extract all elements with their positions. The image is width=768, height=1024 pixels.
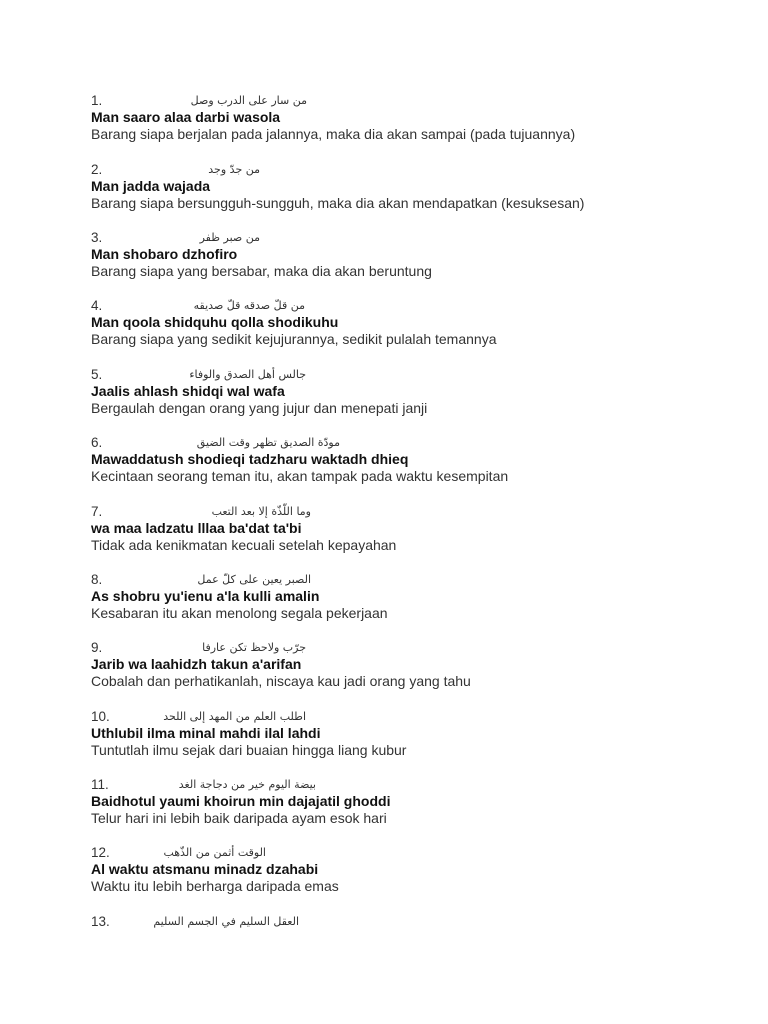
arabic-text: الوقت أثمن من الذّهب (163, 846, 266, 859)
proverb-entry-11 (91, 776, 711, 827)
transliteration: Baidhotul yaumi khoirun min dajajatil ghoddi (91, 793, 391, 809)
meaning: Barang siapa bersungguh-sungguh, maka dia akan mendapatkan (kesuksesan) (91, 195, 585, 211)
proverb-entry-4 (91, 297, 711, 348)
entry-number: 3. (91, 230, 103, 245)
transliteration: Mawaddatush shodieqi tadzharu waktadh dhieq (91, 451, 409, 467)
meaning: Tidak ada kenikmatan kecuali setelah kepayahan (91, 537, 397, 553)
entry-number: 12. (91, 845, 110, 860)
arabic-text: اطلب العلم من المهد إلى اللحد (163, 710, 306, 723)
entry-number: 4. (91, 298, 103, 313)
meaning: Barang siapa yang bersabar, maka dia akan beruntung (91, 263, 432, 279)
proverb-entry-12 (91, 844, 711, 895)
entry-number: 7. (91, 504, 103, 519)
meaning: Telur hari ini lebih baik daripada ayam esok hari (91, 810, 387, 826)
proverb-entry-1 (91, 92, 711, 143)
entry-number: 13. (91, 914, 110, 929)
transliteration: Al waktu atsmanu minadz dzahabi (91, 861, 319, 877)
proverb-entry-8 (91, 571, 711, 622)
entry-number: 9. (91, 640, 103, 655)
meaning: Waktu itu lebih berharga daripada emas (91, 878, 339, 894)
arabic-text: جرّب ولاحظ تكن عارفا (202, 641, 306, 654)
meaning: Barang siapa berjalan pada jalannya, maka dia akan sampai (pada tujuannya) (91, 126, 576, 142)
meaning: Barang siapa yang sedikit kejujurannya, sedikit pulalah temannya (91, 331, 497, 347)
arabic-text: من صبر ظفر (199, 231, 260, 244)
proverb-entry-7 (91, 503, 711, 554)
meaning: Bergaulah dengan orang yang jujur dan menepati janji (91, 400, 428, 416)
meaning: Kecintaan seorang teman itu, akan tampak pada waktu kesempitan (91, 468, 509, 484)
proverb-entry-5 (91, 366, 711, 417)
proverb-entry-2 (91, 161, 711, 212)
arabic-text: العقل السليم في الجسم السليم (153, 915, 299, 928)
arabic-text: من سار على الدرب وصل (190, 94, 307, 107)
proverb-entry-13 (91, 913, 711, 930)
arabic-text: بيضة اليوم خير من دجاجة الغد (178, 778, 316, 791)
entry-number: 6. (91, 435, 103, 450)
meaning: Kesabaran itu akan menolong segala pekerjaan (91, 605, 388, 621)
transliteration: Man saaro alaa darbi wasola (91, 109, 281, 125)
meaning: Cobalah dan perhatikanlah, niscaya kau jadi orang yang tahu (91, 673, 471, 689)
arabic-text: وما اللّذّة إلا بعد التعب (211, 505, 311, 518)
arabic-text: من جدّ وجد (208, 163, 260, 176)
proverb-entry-6 (91, 434, 711, 485)
entry-number: 5. (91, 367, 103, 382)
proverb-entry-10 (91, 708, 711, 759)
proverb-entry-3 (91, 229, 711, 280)
transliteration: As shobru yu'ienu a'la kulli amalin (91, 588, 320, 604)
transliteration: wa maa ladzatu lllaa ba'dat ta'bi (91, 520, 302, 536)
proverb-entry-9 (91, 639, 711, 690)
meaning: Tuntutlah ilmu sejak dari buaian hingga liang kubur (91, 742, 407, 758)
transliteration: Man shobaro dzhofiro (91, 246, 238, 262)
entry-number: 11. (91, 777, 109, 792)
arabic-text: مودّة الصديق تظهر وقت الضيق (196, 436, 340, 449)
arabic-text: جالس أهل الصدق والوفاء (189, 368, 306, 381)
transliteration: Man jadda wajada (91, 178, 211, 194)
arabic-text: الصبر يعين على كلّ عمل (197, 573, 311, 586)
arabic-text: من قلّ صدقه قلّ صديقه (193, 299, 305, 312)
transliteration: Man qoola shidquhu qolla shodikuhu (91, 314, 339, 330)
transliteration: Uthlubil ilma minal mahdi ilal lahdi (91, 725, 321, 741)
transliteration: Jaalis ahlash shidqi wal wafa (91, 383, 285, 399)
transliteration: Jarib wa laahidzh takun a'arifan (91, 656, 302, 672)
entry-number: 1. (91, 93, 103, 108)
entry-number: 2. (91, 162, 103, 177)
entry-number: 10. (91, 709, 110, 724)
entry-number: 8. (91, 572, 103, 587)
